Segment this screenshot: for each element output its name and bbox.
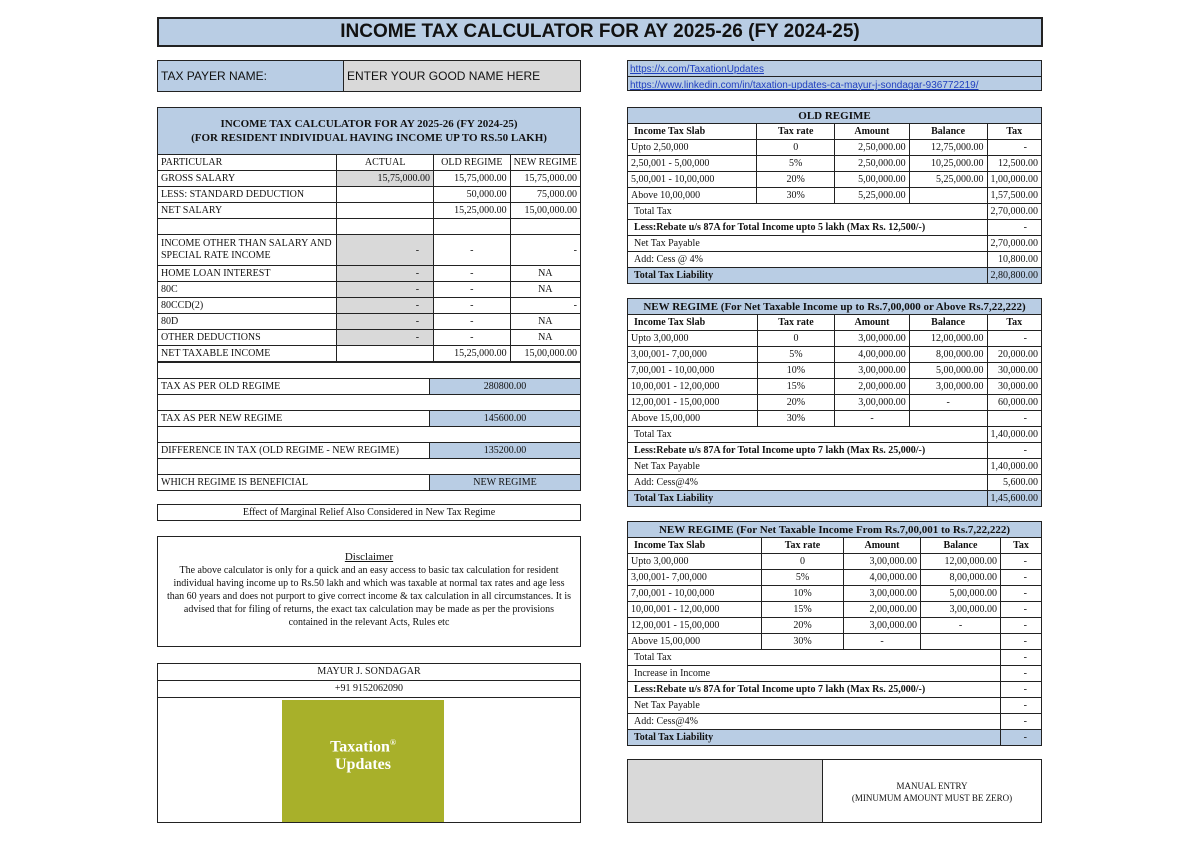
summary-label: WHICH REGIME IS BENEFICIAL	[158, 475, 430, 491]
contact-box	[157, 663, 581, 823]
calc-row-actual[interactable]: 15,75,000.00	[337, 171, 434, 187]
slab-cell: 3,00,000.00	[844, 618, 921, 634]
logo-line-2: Updates	[334, 756, 391, 774]
total-row	[628, 650, 1042, 666]
calc-row-old: 15,75,000.00	[434, 171, 511, 187]
summary-value: NEW REGIME	[430, 475, 581, 491]
total-label: Add: Cess @ 4%	[628, 252, 988, 268]
total-row	[628, 459, 1042, 475]
calc-row	[158, 330, 581, 346]
slab-cell: 12,00,000.00	[909, 331, 987, 347]
slab-cell: 5,25,000.00	[909, 172, 987, 188]
slab-cell: 5,00,000.00	[909, 363, 987, 379]
calc-row-label: GROSS SALARY	[158, 171, 337, 187]
calc-row	[158, 235, 581, 266]
total-row	[628, 443, 1042, 459]
slab-cell: -	[987, 411, 1042, 427]
summary-value: 280800.00	[430, 379, 581, 395]
total-label: Total Tax Liability	[628, 491, 988, 507]
slab-header-cell: Tax rate	[757, 124, 835, 140]
slab-header-cell: Tax	[1001, 538, 1042, 554]
total-value: -	[1001, 650, 1042, 666]
total-row	[628, 475, 1042, 491]
slab-cell: -	[987, 140, 1042, 156]
slab-header-cell: Tax	[987, 315, 1042, 331]
slab-cell: -	[835, 411, 909, 427]
slab-row	[628, 618, 1042, 634]
calc-row	[158, 346, 581, 362]
total-value: 1,40,000.00	[987, 459, 1042, 475]
total-label: Add: Cess@4%	[628, 714, 1001, 730]
calc-row-label: 80C	[158, 282, 337, 298]
spacer-row	[158, 459, 581, 475]
total-value: -	[1001, 682, 1042, 698]
calc-row-label	[158, 219, 337, 235]
total-row	[628, 491, 1042, 507]
calc-row-label: 80D	[158, 314, 337, 330]
slab-cell: 3,00,001- 7,00,000	[628, 570, 762, 586]
calc-row-new	[510, 219, 580, 235]
calc-row-actual	[337, 203, 434, 219]
total-value: -	[987, 220, 1042, 236]
total-label: Add: Cess@4%	[628, 475, 988, 491]
calc-row-new: 15,75,000.00	[510, 171, 580, 187]
calc-row	[158, 282, 581, 298]
total-row	[628, 204, 1042, 220]
slab-cell: 3,00,000.00	[835, 363, 909, 379]
slab-cell: -	[1001, 586, 1042, 602]
calc-row-label: NET SALARY	[158, 203, 337, 219]
total-value: -	[1001, 714, 1042, 730]
slab-cell: -	[1001, 554, 1042, 570]
calc-heading-2: (FOR RESIDENT INDIVIDUAL HAVING INCOME UP TO RS.50 LAKH)	[191, 132, 547, 144]
calc-row-label: INCOME OTHER THAN SALARY AND SPECIAL RATE INCOME	[158, 235, 337, 266]
slab-row	[628, 379, 1042, 395]
slab-cell: 20%	[762, 618, 844, 634]
slab-cell: 12,00,001 - 15,00,000	[628, 618, 762, 634]
slab-header-cell: Balance	[909, 315, 987, 331]
calc-row-actual	[337, 219, 434, 235]
summary-value: 145600.00	[430, 411, 581, 427]
slab-row	[628, 395, 1042, 411]
calc-row-old: 50,000.00	[434, 187, 511, 203]
total-label: Net Tax Payable	[628, 236, 988, 252]
calc-row-old: 15,25,000.00	[434, 346, 511, 362]
manual-entry-swatch	[628, 760, 823, 822]
calc-row-actual[interactable]: -	[337, 282, 434, 298]
slab-cell: 3,00,000.00	[909, 379, 987, 395]
calc-row-new: NA	[510, 330, 580, 346]
calc-row	[158, 314, 581, 330]
col-particular: PARTICULAR	[158, 155, 337, 171]
slab-cell: 10%	[757, 363, 835, 379]
taxpayer-row	[157, 60, 581, 92]
slab-cell: 5,00,000.00	[835, 172, 910, 188]
spacer-cell	[158, 427, 581, 443]
total-value: -	[1001, 730, 1042, 746]
summary-label: DIFFERENCE IN TAX (OLD REGIME - NEW REGIME)	[158, 443, 430, 459]
slab-cell: 30,000.00	[987, 379, 1042, 395]
total-row	[628, 220, 1042, 236]
calc-row-new: -	[510, 235, 580, 266]
linkedin-link[interactable]: https://www.linkedin.com/in/taxation-updates-ca-mayur-j-sondagar-936772219/	[630, 80, 979, 91]
total-value: 2,70,000.00	[987, 236, 1042, 252]
slab-row	[628, 363, 1042, 379]
taxation-updates-logo	[282, 700, 444, 822]
slab-cell: 5%	[757, 156, 835, 172]
calc-row-old: -	[434, 298, 511, 314]
spacer-row	[158, 427, 581, 443]
calc-row-old: -	[434, 266, 511, 282]
slab-row	[628, 602, 1042, 618]
calc-row-label: LESS: STANDARD DEDUCTION	[158, 187, 337, 203]
total-row	[628, 682, 1042, 698]
slab-cell: 2,00,000.00	[844, 602, 921, 618]
total-label: Total Tax	[628, 427, 988, 443]
summary-value: 135200.00	[430, 443, 581, 459]
slab-cell: 5,00,001 - 10,00,000	[628, 172, 757, 188]
calc-row-old: -	[434, 314, 511, 330]
taxpayer-label: TAX PAYER NAME:	[158, 61, 344, 91]
slab-cell: -	[1001, 602, 1042, 618]
legend-line-1: MANUAL ENTRY	[896, 781, 968, 791]
slab-cell: 10,00,001 - 12,00,000	[628, 379, 758, 395]
slab-cell: 8,00,000.00	[909, 347, 987, 363]
col-old-regime: OLD REGIME	[434, 155, 511, 171]
slab-cell: 12,00,000.00	[921, 554, 1001, 570]
calc-row-actual	[337, 346, 434, 362]
disclaimer-box	[157, 536, 581, 647]
slab-cell: 10%	[762, 586, 844, 602]
slab-cell: 30,000.00	[987, 363, 1042, 379]
slab-cell: -	[1001, 618, 1042, 634]
spacer-cell	[158, 459, 581, 475]
slab-cell: 2,50,001 - 5,00,000	[628, 156, 757, 172]
summary-row	[158, 379, 581, 395]
regime-title: NEW REGIME (For Net Taxable Income From Rs.7,00,001 to Rs.7,22,222)	[628, 522, 1042, 538]
contact-phone: +91 9152062090	[158, 681, 580, 698]
slab-row	[628, 554, 1042, 570]
slab-cell: 10,25,000.00	[909, 156, 987, 172]
slab-cell: Upto 3,00,000	[628, 554, 762, 570]
summary-label: TAX AS PER NEW REGIME	[158, 411, 430, 427]
slab-cell: 0	[757, 140, 835, 156]
slab-cell: 8,00,000.00	[921, 570, 1001, 586]
total-value: 5,600.00	[987, 475, 1042, 491]
slab-cell: -	[844, 634, 921, 650]
slab-row	[628, 570, 1042, 586]
slab-cell	[909, 411, 987, 427]
total-value: -	[1001, 666, 1042, 682]
slab-cell: 3,00,000.00	[844, 586, 921, 602]
slab-header-cell: Amount	[835, 315, 909, 331]
slab-row	[628, 140, 1042, 156]
slab-cell: 60,000.00	[987, 395, 1042, 411]
slab-row	[628, 411, 1042, 427]
total-value: -	[1001, 698, 1042, 714]
new-regime-panel-1	[627, 298, 1042, 507]
slab-header-cell: Tax	[987, 124, 1042, 140]
regime-title: OLD REGIME	[628, 108, 1042, 124]
slab-cell: -	[909, 395, 987, 411]
slab-cell: 2,50,000.00	[835, 140, 910, 156]
new-regime-panel-2	[627, 521, 1042, 746]
total-value: 1,45,600.00	[987, 491, 1042, 507]
total-label: Less:Rebate u/s 87A for Total Income upto 5 lakh (Max Rs. 12,500/-)	[628, 220, 988, 236]
calc-row	[158, 203, 581, 219]
slab-cell: 30%	[757, 188, 835, 204]
total-label: Total Tax	[628, 204, 988, 220]
total-value: -	[987, 443, 1042, 459]
slab-row	[628, 586, 1042, 602]
slab-header-cell: Amount	[835, 124, 910, 140]
calc-row-new: NA	[510, 282, 580, 298]
slab-cell: Upto 2,50,000	[628, 140, 757, 156]
total-value: 10,800.00	[987, 252, 1042, 268]
slab-row	[628, 156, 1042, 172]
summary-row	[158, 475, 581, 491]
slab-cell: -	[987, 331, 1042, 347]
total-label: Less:Rebate u/s 87A for Total Income upto 7 lakh (Max Rs. 25,000/-)	[628, 443, 988, 459]
slab-cell: 3,00,000.00	[921, 602, 1001, 618]
slab-cell: 2,50,000.00	[835, 156, 910, 172]
slab-cell	[909, 188, 987, 204]
calc-row	[158, 266, 581, 282]
regime-title-row	[628, 299, 1042, 315]
slab-cell: 30%	[757, 411, 835, 427]
calc-row-label: 80CCD(2)	[158, 298, 337, 314]
calc-row-actual[interactable]: -	[337, 235, 434, 266]
total-row	[628, 698, 1042, 714]
slab-cell	[921, 634, 1001, 650]
calc-row-new: 15,00,000.00	[510, 346, 580, 362]
summary-row	[158, 411, 581, 427]
disclaimer-title: Disclaimer	[344, 551, 394, 563]
slab-cell: 15%	[757, 379, 835, 395]
slab-header-cell: Balance	[921, 538, 1001, 554]
slab-cell: 12,75,000.00	[909, 140, 987, 156]
total-row	[628, 730, 1042, 746]
slab-header-row	[628, 315, 1042, 331]
slab-header-cell: Income Tax Slab	[628, 538, 762, 554]
slab-cell: 5,00,000.00	[921, 586, 1001, 602]
legend-line-2: (MINUMUM AMOUNT MUST BE ZERO)	[851, 793, 1013, 803]
slab-cell: -	[1001, 570, 1042, 586]
total-row	[628, 252, 1042, 268]
slab-header-cell: Balance	[909, 124, 987, 140]
calc-row-actual[interactable]: -	[337, 266, 434, 282]
regime-title: NEW REGIME (For Net Taxable Income up to Rs.7,00,000 or Above Rs.7,22,222)	[628, 299, 1042, 315]
total-label: Total Tax	[628, 650, 1001, 666]
slab-cell: 3,00,001- 7,00,000	[628, 347, 758, 363]
total-label: Total Tax Liability	[628, 268, 988, 284]
total-label: Increase in Income	[628, 666, 1001, 682]
calculator-panel	[157, 107, 581, 491]
slab-cell: 10,00,001 - 12,00,000	[628, 602, 762, 618]
slab-cell: 5%	[762, 570, 844, 586]
marginal-relief-note: Effect of Marginal Relief Also Considered in New Tax Regime	[157, 504, 581, 521]
total-label: Less:Rebate u/s 87A for Total Income upto 7 lakh (Max Rs. 25,000/-)	[628, 682, 1001, 698]
slab-header-row	[628, 538, 1042, 554]
calc-row-label: NET TAXABLE INCOME	[158, 346, 337, 362]
spacer-row	[158, 395, 581, 411]
slab-cell: -	[1001, 634, 1042, 650]
slab-header-cell: Income Tax Slab	[628, 315, 758, 331]
slab-cell: 30%	[762, 634, 844, 650]
total-value: 2,70,000.00	[987, 204, 1042, 220]
slab-header-row	[628, 124, 1042, 140]
twitter-link[interactable]: https://x.com/TaxationUpdates	[630, 64, 764, 75]
slab-cell: 7,00,001 - 10,00,000	[628, 363, 758, 379]
calc-row-new: NA	[510, 314, 580, 330]
regime-title-row	[628, 522, 1042, 538]
calc-row-old: -	[434, 282, 511, 298]
slab-cell: 3,00,000.00	[835, 331, 909, 347]
slab-cell: 4,00,000.00	[835, 347, 909, 363]
calc-row-label: HOME LOAN INTEREST	[158, 266, 337, 282]
total-row	[628, 236, 1042, 252]
total-row	[628, 268, 1042, 284]
slab-cell: -	[921, 618, 1001, 634]
slab-cell: Upto 3,00,000	[628, 331, 758, 347]
calc-row	[158, 171, 581, 187]
summary-row	[158, 443, 581, 459]
calc-heading-1: INCOME TAX CALCULATOR FOR AY 2025-26 (FY 2024-25)	[220, 118, 518, 130]
slab-cell: Above 10,00,000	[628, 188, 757, 204]
calc-row-actual	[337, 187, 434, 203]
slab-cell: 12,500.00	[987, 156, 1042, 172]
calc-row-actual[interactable]: -	[337, 330, 434, 346]
spacer-cell	[158, 363, 581, 379]
calc-row-new: NA	[510, 266, 580, 282]
total-row	[628, 714, 1042, 730]
total-row	[628, 427, 1042, 443]
spacer-cell	[158, 395, 581, 411]
calc-row-old: 15,25,000.00	[434, 203, 511, 219]
taxpayer-name-input[interactable]: ENTER YOUR GOOD NAME HERE	[344, 61, 580, 91]
slab-cell: 0	[757, 331, 835, 347]
slab-cell: 0	[762, 554, 844, 570]
calc-row	[158, 219, 581, 235]
calc-row-new: 75,000.00	[510, 187, 580, 203]
calc-row-label: OTHER DEDUCTIONS	[158, 330, 337, 346]
total-value: 1,40,000.00	[987, 427, 1042, 443]
slab-cell: 3,00,000.00	[844, 554, 921, 570]
slab-cell: 20%	[757, 172, 835, 188]
slab-cell: Above 15,00,000	[628, 411, 758, 427]
slab-header-cell: Tax rate	[762, 538, 844, 554]
old-regime-panel	[627, 107, 1042, 284]
contact-name: MAYUR J. SONDAGAR	[158, 664, 580, 681]
calc-row-actual[interactable]: -	[337, 314, 434, 330]
slab-cell: 15%	[762, 602, 844, 618]
calc-row	[158, 187, 581, 203]
slab-row	[628, 634, 1042, 650]
total-row	[628, 666, 1042, 682]
calc-row-old: -	[434, 235, 511, 266]
slab-cell: 1,57,500.00	[987, 188, 1042, 204]
col-new-regime: NEW REGIME	[510, 155, 580, 171]
slab-header-cell: Income Tax Slab	[628, 124, 757, 140]
calc-row-old: -	[434, 330, 511, 346]
total-label: Total Tax Liability	[628, 730, 1001, 746]
slab-cell: 20%	[757, 395, 835, 411]
page-title: INCOME TAX CALCULATOR FOR AY 2025-26 (FY 2024-25)	[157, 17, 1043, 47]
slab-header-cell: Tax rate	[757, 315, 835, 331]
slab-row	[628, 347, 1042, 363]
slab-cell: 12,00,001 - 15,00,000	[628, 395, 758, 411]
regime-title-row	[628, 108, 1042, 124]
disclaimer-text: The above calculator is only for a quick and an easy access to basic tax calculation for resident individual having income up to Rs.50 lakh and which was taxable at normal tax rates and age less than 60 years and does not purport to give correct income & tax calculation in all circumstances. It is advised that for filing of returns, the exact tax calculation may be made as per the provisions contained in the relevant Acts, Rules etc	[166, 565, 572, 628]
calc-row	[158, 298, 581, 314]
slab-cell: 5,25,000.00	[835, 188, 910, 204]
slab-cell: 4,00,000.00	[844, 570, 921, 586]
total-label: Net Tax Payable	[628, 698, 1001, 714]
slab-cell: Above 15,00,000	[628, 634, 762, 650]
calc-row-new: -	[510, 298, 580, 314]
slab-cell: 1,00,000.00	[987, 172, 1042, 188]
spacer-row	[158, 363, 581, 379]
summary-label: TAX AS PER OLD REGIME	[158, 379, 430, 395]
total-value: 2,80,800.00	[987, 268, 1042, 284]
slab-row	[628, 188, 1042, 204]
logo-line-1: Taxation	[330, 738, 390, 756]
calc-row-new: 15,00,000.00	[510, 203, 580, 219]
col-actual: ACTUAL	[337, 155, 434, 171]
logo-registered-mark: ®	[389, 738, 396, 747]
slab-cell: 3,00,000.00	[835, 395, 909, 411]
slab-row	[628, 172, 1042, 188]
slab-cell: 5%	[757, 347, 835, 363]
total-label: Net Tax Payable	[628, 459, 988, 475]
links-box	[627, 60, 1042, 91]
slab-header-cell: Amount	[844, 538, 921, 554]
calc-row-actual[interactable]: -	[337, 298, 434, 314]
calc-row-old	[434, 219, 511, 235]
slab-cell: 20,000.00	[987, 347, 1042, 363]
slab-cell: 2,00,000.00	[835, 379, 909, 395]
slab-cell: 7,00,001 - 10,00,000	[628, 586, 762, 602]
slab-row	[628, 331, 1042, 347]
legend-box	[627, 759, 1042, 823]
